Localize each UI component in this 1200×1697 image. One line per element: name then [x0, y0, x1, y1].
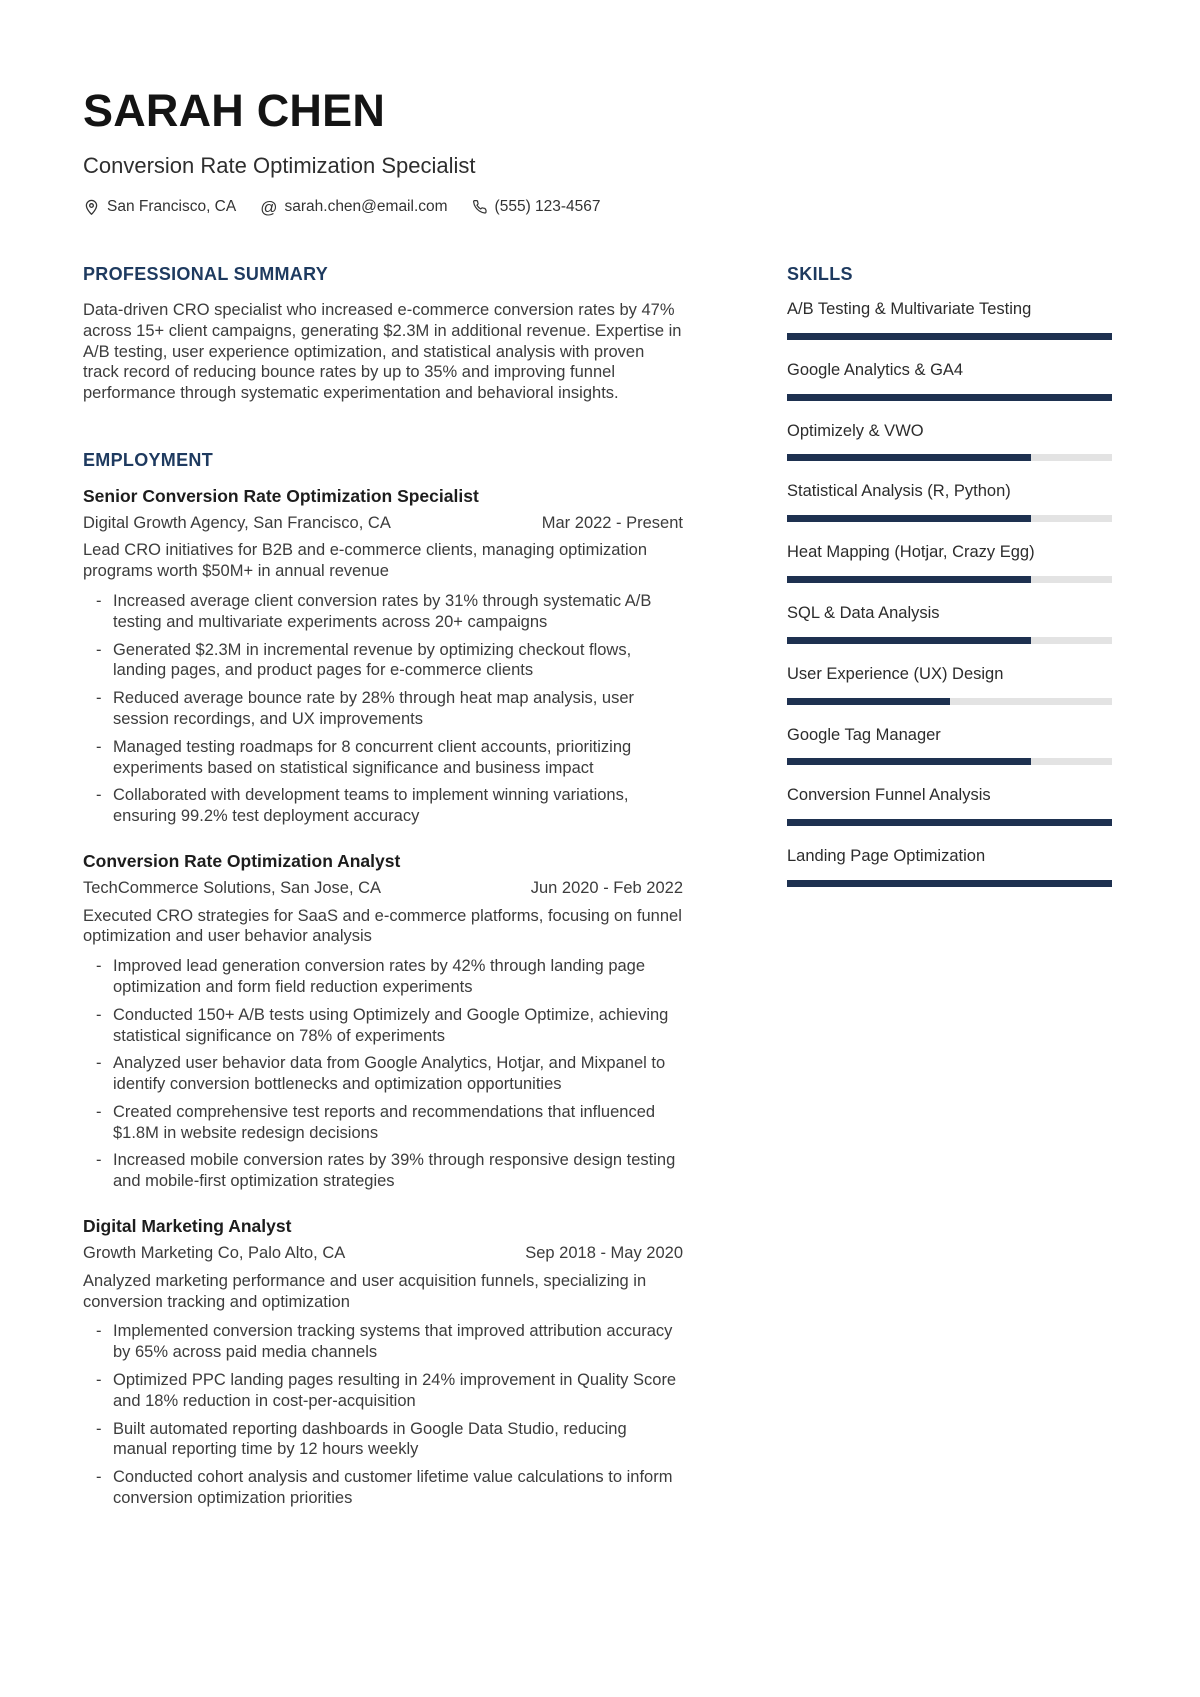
- contact-row: [83, 198, 1112, 216]
- skill-bar-track: [787, 758, 1112, 765]
- skill-label: User Experience (UX) Design: [787, 664, 1004, 683]
- bullet-text: Generated $2.3M in incremental revenue by optimizing checkout flows, landing pages, and product pages for e-commerce clients: [113, 640, 632, 680]
- section-employment: [83, 451, 683, 1509]
- skill-bar-track: [787, 637, 1112, 644]
- skill-bar-fill: [787, 394, 1112, 401]
- contact-location-text: San Francisco, CA: [107, 198, 237, 216]
- skill-label: Statistical Analysis (R, Python): [787, 482, 1011, 501]
- job-meta-row: [83, 879, 683, 899]
- job-company: Digital Growth Agency, San Francisco, CA: [83, 513, 391, 532]
- bullet-text: Created comprehensive test reports and recommendations that influenced $1.8M in website redesign decisions: [113, 1102, 656, 1142]
- job-meta-row: [83, 514, 683, 534]
- job-dates: Sep 2018 - May 2020: [525, 1244, 683, 1263]
- skill-label: A/B Testing & Multivariate Testing: [787, 299, 1032, 318]
- bullet-dash: -: [96, 1419, 102, 1438]
- skill-bar-fill: [787, 880, 1112, 887]
- skill-bar-fill: [787, 637, 1031, 644]
- skills-heading: SKILLS: [787, 264, 853, 285]
- skill-item: [787, 482, 1112, 522]
- job-entry: [83, 1216, 683, 1509]
- job-bullet: [83, 1419, 683, 1461]
- job-summary: Analyzed marketing performance and user acquisition funnels, specializing in conversion tracking and optimization: [83, 1271, 647, 1311]
- skill-item: [787, 847, 1112, 887]
- job-bullet: [83, 591, 683, 633]
- job-bullet: [83, 1467, 683, 1509]
- job-bullet: [83, 1005, 683, 1047]
- bullet-dash: -: [96, 737, 102, 756]
- bullet-dash: -: [96, 957, 102, 976]
- skill-item: [787, 786, 1112, 826]
- bullet-dash: -: [96, 640, 102, 659]
- bullet-dash: -: [96, 786, 102, 805]
- candidate-job-title: Conversion Rate Optimization Specialist: [83, 153, 476, 178]
- job-bullet: [83, 1370, 683, 1412]
- skill-item: [787, 604, 1112, 644]
- job-bullet: [83, 688, 683, 730]
- job-bullet: [83, 785, 683, 827]
- job-bullet: [83, 1053, 683, 1095]
- job-bullets: [83, 956, 683, 1192]
- job-summary: Lead CRO initiatives for B2B and e-commerce clients, managing optimization programs worth $50M+ in annual revenue: [83, 541, 648, 581]
- candidate-name: SARAH CHEN: [83, 85, 386, 136]
- skill-bar-fill: [787, 515, 1031, 522]
- bullet-text: Reduced average bounce rate by 28% through heat map analysis, user session recordings, and UX improvements: [113, 689, 634, 728]
- two-column-layout: [83, 265, 1112, 1515]
- skill-label: Optimizely & VWO: [787, 421, 924, 440]
- skills-list: [787, 300, 1112, 887]
- bullet-text: Managed testing roadmaps for 8 concurrent client accounts, prioritizing experiments based on statistical significance and business impact: [113, 737, 632, 777]
- section-professional-summary: [83, 265, 683, 404]
- employment-heading: EMPLOYMENT: [83, 449, 214, 470]
- bullet-dash: -: [96, 1102, 102, 1121]
- bullet-text: Improved lead generation conversion rates by 42% through landing page optimization and form field reduction experiments: [113, 957, 646, 996]
- bullet-text: Conducted cohort analysis and customer lifetime value calculations to inform conversion optimization priorities: [113, 1468, 673, 1507]
- skill-bar-track: [787, 394, 1112, 401]
- skill-bar-track: [787, 698, 1112, 705]
- contact-phone-text: (555) 123-4567: [494, 198, 601, 216]
- skill-bar-track: [787, 454, 1112, 461]
- contact-phone: [472, 198, 601, 216]
- job-entry: [83, 486, 683, 827]
- skills-column: [787, 265, 1112, 908]
- skill-bar-fill: [787, 819, 1112, 826]
- professional-summary-heading: PROFESSIONAL SUMMARY: [83, 264, 329, 285]
- job-title: Conversion Rate Optimization Analyst: [83, 850, 401, 871]
- bullet-text: Optimized PPC landing pages resulting in 24% improvement in Quality Score and 18% reduction in cost-per-acquisition: [113, 1370, 677, 1410]
- bullet-dash: -: [96, 1468, 102, 1487]
- job-bullet: [83, 1150, 683, 1192]
- skill-bar-fill: [787, 576, 1031, 583]
- job-bullet: [83, 1321, 683, 1363]
- skill-bar-track: [787, 819, 1112, 826]
- job-bullet: [83, 1102, 683, 1144]
- skill-bar-fill: [787, 333, 1112, 340]
- job-bullet: [83, 737, 683, 779]
- bullet-dash: -: [96, 1005, 102, 1024]
- main-column: [83, 265, 683, 1515]
- at-sign-icon: @: [260, 197, 278, 217]
- contact-location: [83, 198, 236, 216]
- bullet-text: Conducted 150+ A/B tests using Optimizely and Google Optimize, achieving statistical significance on 78% of experiments: [113, 1005, 669, 1045]
- job-bullets: [83, 591, 683, 827]
- skill-bar-fill: [787, 454, 1031, 461]
- job-title: Senior Conversion Rate Optimization Specialist: [83, 485, 479, 506]
- bullet-dash: -: [96, 1151, 102, 1170]
- bullet-dash: -: [96, 1370, 102, 1389]
- bullet-dash: -: [96, 592, 102, 611]
- skill-bar-track: [787, 515, 1112, 522]
- skill-label: Landing Page Optimization: [787, 847, 986, 866]
- bullet-text: Increased mobile conversion rates by 39% through responsive design testing and mobile-first optimization strategies: [113, 1151, 676, 1191]
- skill-item: [787, 422, 1112, 462]
- skill-item: [787, 543, 1112, 583]
- skill-label: Conversion Funnel Analysis: [787, 786, 991, 805]
- job-dates: Mar 2022 - Present: [541, 513, 683, 532]
- bullet-text: Increased average client conversion rates by 31% through systematic A/B testing and multivariate experiments across 20+ campaigns: [113, 592, 652, 631]
- contact-email-text: sarah.chen@email.com: [284, 198, 448, 216]
- bullet-text: Collaborated with development teams to implement winning variations, ensuring 99.2% test deployment accuracy: [113, 786, 629, 826]
- skill-bar-fill: [787, 698, 950, 705]
- skill-bar-fill: [787, 758, 1031, 765]
- section-skills: [787, 265, 1112, 887]
- skill-label: Google Tag Manager: [787, 725, 941, 744]
- job-bullet: [83, 956, 683, 998]
- resume-header: [83, 85, 1112, 217]
- job-bullet: [83, 640, 683, 682]
- bullet-dash: -: [96, 1054, 102, 1073]
- skill-bar-track: [787, 880, 1112, 887]
- skill-item: [787, 361, 1112, 401]
- job-meta-row: [83, 1244, 683, 1264]
- job-dates: Jun 2020 - Feb 2022: [530, 878, 683, 897]
- contact-email: [260, 198, 447, 216]
- job-entry: [83, 851, 683, 1192]
- skill-label: SQL & Data Analysis: [787, 603, 940, 622]
- phone-icon: [472, 199, 488, 215]
- skill-bar-track: [787, 576, 1112, 583]
- bullet-dash: -: [96, 689, 102, 708]
- job-title: Digital Marketing Analyst: [83, 1216, 292, 1237]
- bullet-text: Analyzed user behavior data from Google Analytics, Hotjar, and Mixpanel to identify conversion bottlenecks and optimization opportunities: [113, 1054, 666, 1094]
- skill-item: [787, 300, 1112, 340]
- bullet-text: Built automated reporting dashboards in Google Data Studio, reducing manual reporting time by 12 hours weekly: [113, 1419, 627, 1459]
- jobs-list: [83, 486, 683, 1509]
- job-summary: Executed CRO strategies for SaaS and e-commerce platforms, focusing on funnel optimization and user behavior analysis: [83, 906, 682, 946]
- skill-label: Heat Mapping (Hotjar, Crazy Egg): [787, 543, 1035, 562]
- job-company: Growth Marketing Co, Palo Alto, CA: [83, 1244, 346, 1263]
- skill-bar-track: [787, 333, 1112, 340]
- job-bullets: [83, 1321, 683, 1508]
- job-company: TechCommerce Solutions, San Jose, CA: [83, 878, 382, 897]
- bullet-text: Implemented conversion tracking systems that improved attribution accuracy by 65% across paid media channels: [113, 1322, 673, 1362]
- skill-item: [787, 665, 1112, 705]
- bullet-dash: -: [96, 1322, 102, 1341]
- professional-summary-text: Data-driven CRO specialist who increased e-commerce conversion rates by 47% across 15+ client campaigns, generating $2.3M in additional revenue. Expertise in A/B testing, user experience optimization, and statistical analysis with proven track record of reducing bounce rates by up to 35% and improving funnel performance through systematic experimentation and behavioral insights.: [83, 300, 682, 403]
- skill-item: [787, 726, 1112, 766]
- skill-label: Google Analytics & GA4: [787, 360, 964, 379]
- location-pin-icon: [83, 199, 100, 216]
